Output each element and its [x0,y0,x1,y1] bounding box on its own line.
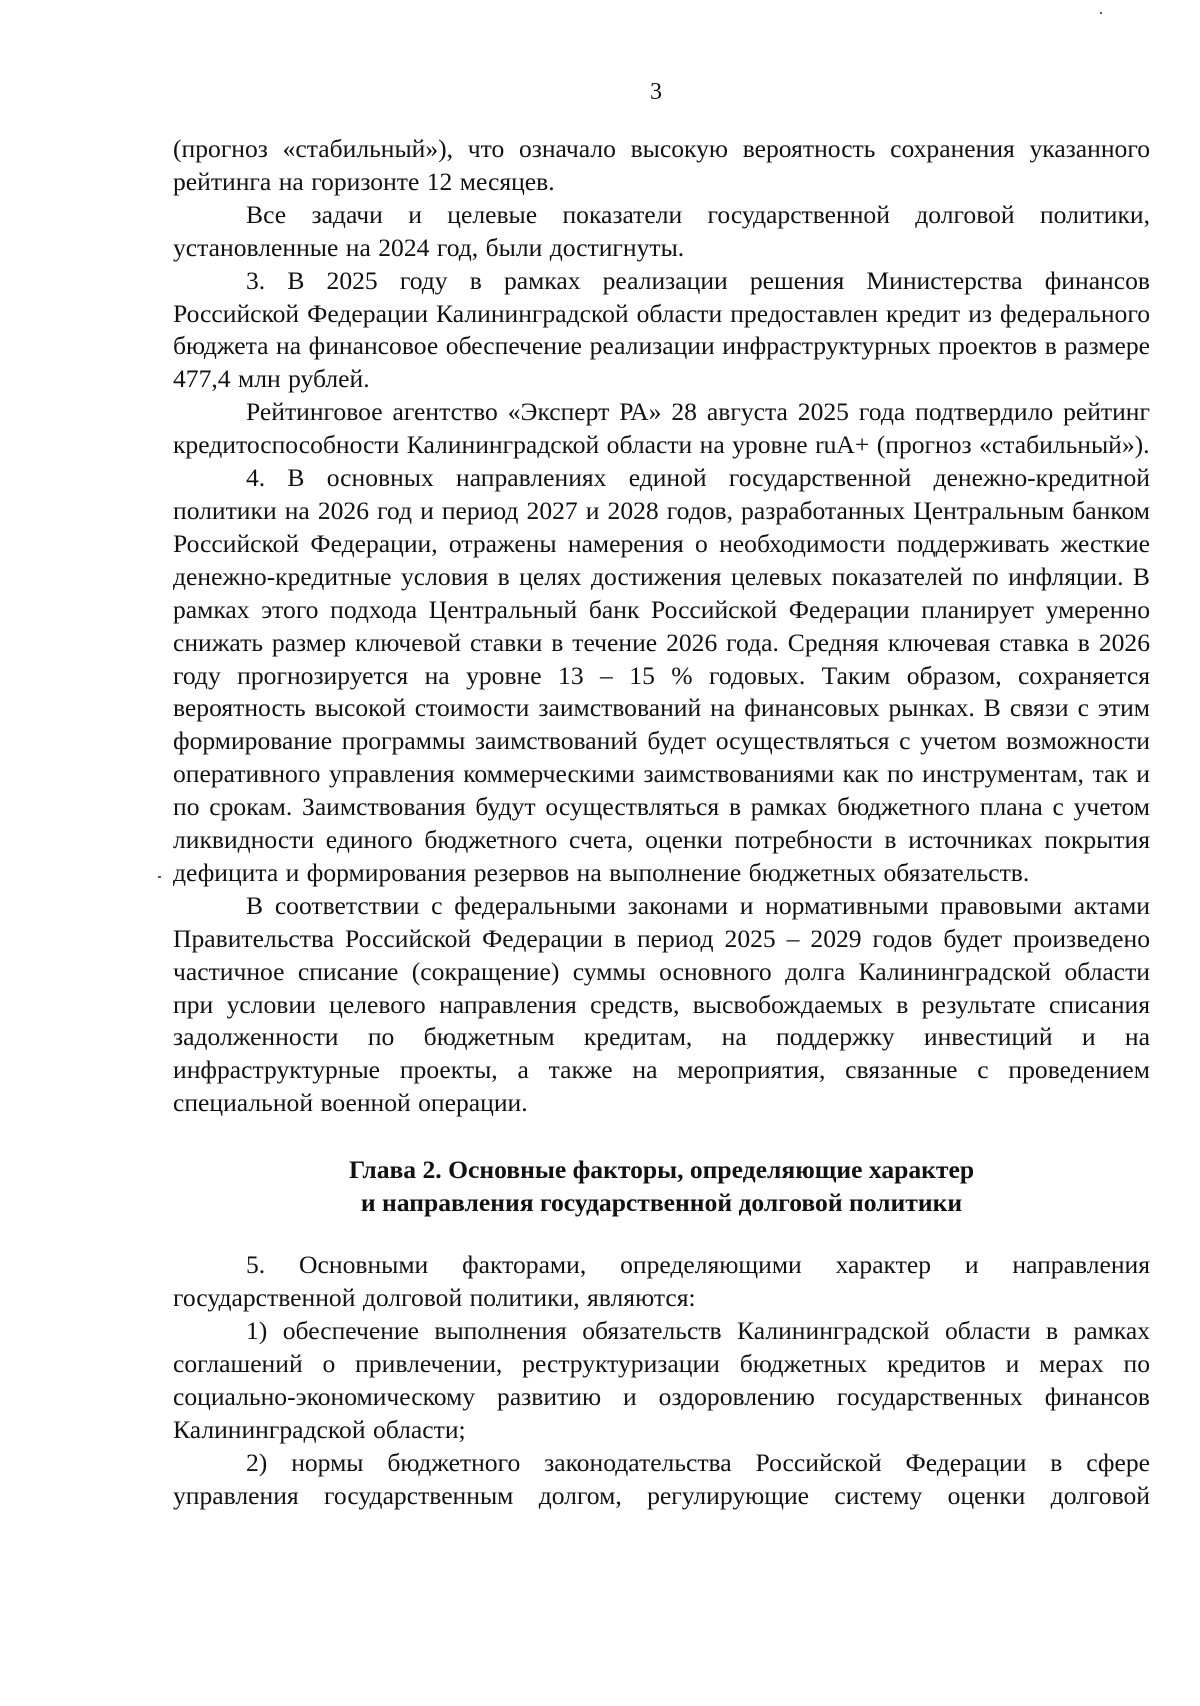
paragraph: Все задачи и целевые показатели государственной долговой политики, установленные на 2024 год, были достигнуты. [173,199,1150,262]
paragraph: 2) нормы бюджетного законодательства Российской Федерации в сфере управления государственным долгом, регулирующие систему оценки долговой [173,1447,1150,1510]
paragraph: Рейтинговое агентство «Эксперт РА» 28 августа 2025 года подтвердило рейтинг кредитоспособности Калининградской области на уровне ruA+ (прогноз «стабильный»). [173,397,1150,460]
scan-speck [1100,12,1102,14]
paragraph: 3. В 2025 году в рамках реализации решения Министерства финансов Российской Федерации Калининградской области предоставлен кредит из федерального бюджета на финансовое обеспечение реализации инфраструктурных проектов в размере 477,4 млн рублей. [173,265,1150,394]
paragraph: 4. В основных направлениях единой государственной денежно-кредитной политики на 2026 год и период 2027 и 2028 годов, разработанных Центральным банком Российской Федерации, отражены намерения о необходимости поддерживать жесткие денежно-кредитные условия в целях достижения целевых показателей по инфляции. В рамках этого подхода Центральный банк Российской Федерации планирует умеренно снижать размер ключевой ставки в течение 2026 года. Средняя ключевая ставка в 2026 году прогнозируется на уровне 13 – 15 % годовых. Таким образом, сохраняется вероятность высокой стоимости заимствований на финансовых рынках. В связи с этим формирование программы заимствований будет осуществляться с учетом возможности оперативного управления коммерческими заимствованиями как по инструментам, так и по срокам. Заимствования будут осуществляться в рамках бюджетного плана с учетом ликвидности единого бюджетного счета, оценки потребности в источниках покрытия дефицита и формирования резервов на выполнение бюджетных обязательств. [173,463,1150,887]
page-number: 3 [650,79,662,105]
paragraph: 1) обеспечение выполнения обязательств Калининградской области в рамках соглашений о привлечении, реструктуризации бюджетных кредитов и мерах по социально-экономическому развитию и оздоровлению государственных финансов Калининградской области; [173,1316,1150,1444]
paragraph: В соответствии с федеральными законами и нормативными правовыми актами Правительства Российской Федерации в период 2025 – 2029 годов будет произведено частичное списание (сокращение) суммы основного долга Калининградской области при условии целевого направления средств, высвобождаемых в результате списания задолженности по бюджетным кредитам, на поддержку инвестиций и на инфраструктурные проекты, а также на мероприятия, связанные с проведением специальной военной операции. [173,890,1150,1118]
paragraph-group-after-heading [173,1249,1150,1512]
chapter-heading-line-1: Глава 2. Основные факторы, определяющие характер [348,1155,975,1185]
scan-speck [158,876,161,878]
paragraph: (прогноз «стабильный»), что означало высокую вероятность сохранения указанного рейтинга на горизонте 12 месяцев. [173,134,1150,196]
chapter-heading [173,1153,1150,1219]
paragraph-group-before-heading [173,133,1150,1120]
chapter-heading-line-2: и направления государственной долговой политики [360,1188,963,1218]
document-body [173,133,1150,1512]
paragraph: 5. Основными факторами, определяющими характер и направления государственной долговой политики, являются: [173,1250,1150,1313]
